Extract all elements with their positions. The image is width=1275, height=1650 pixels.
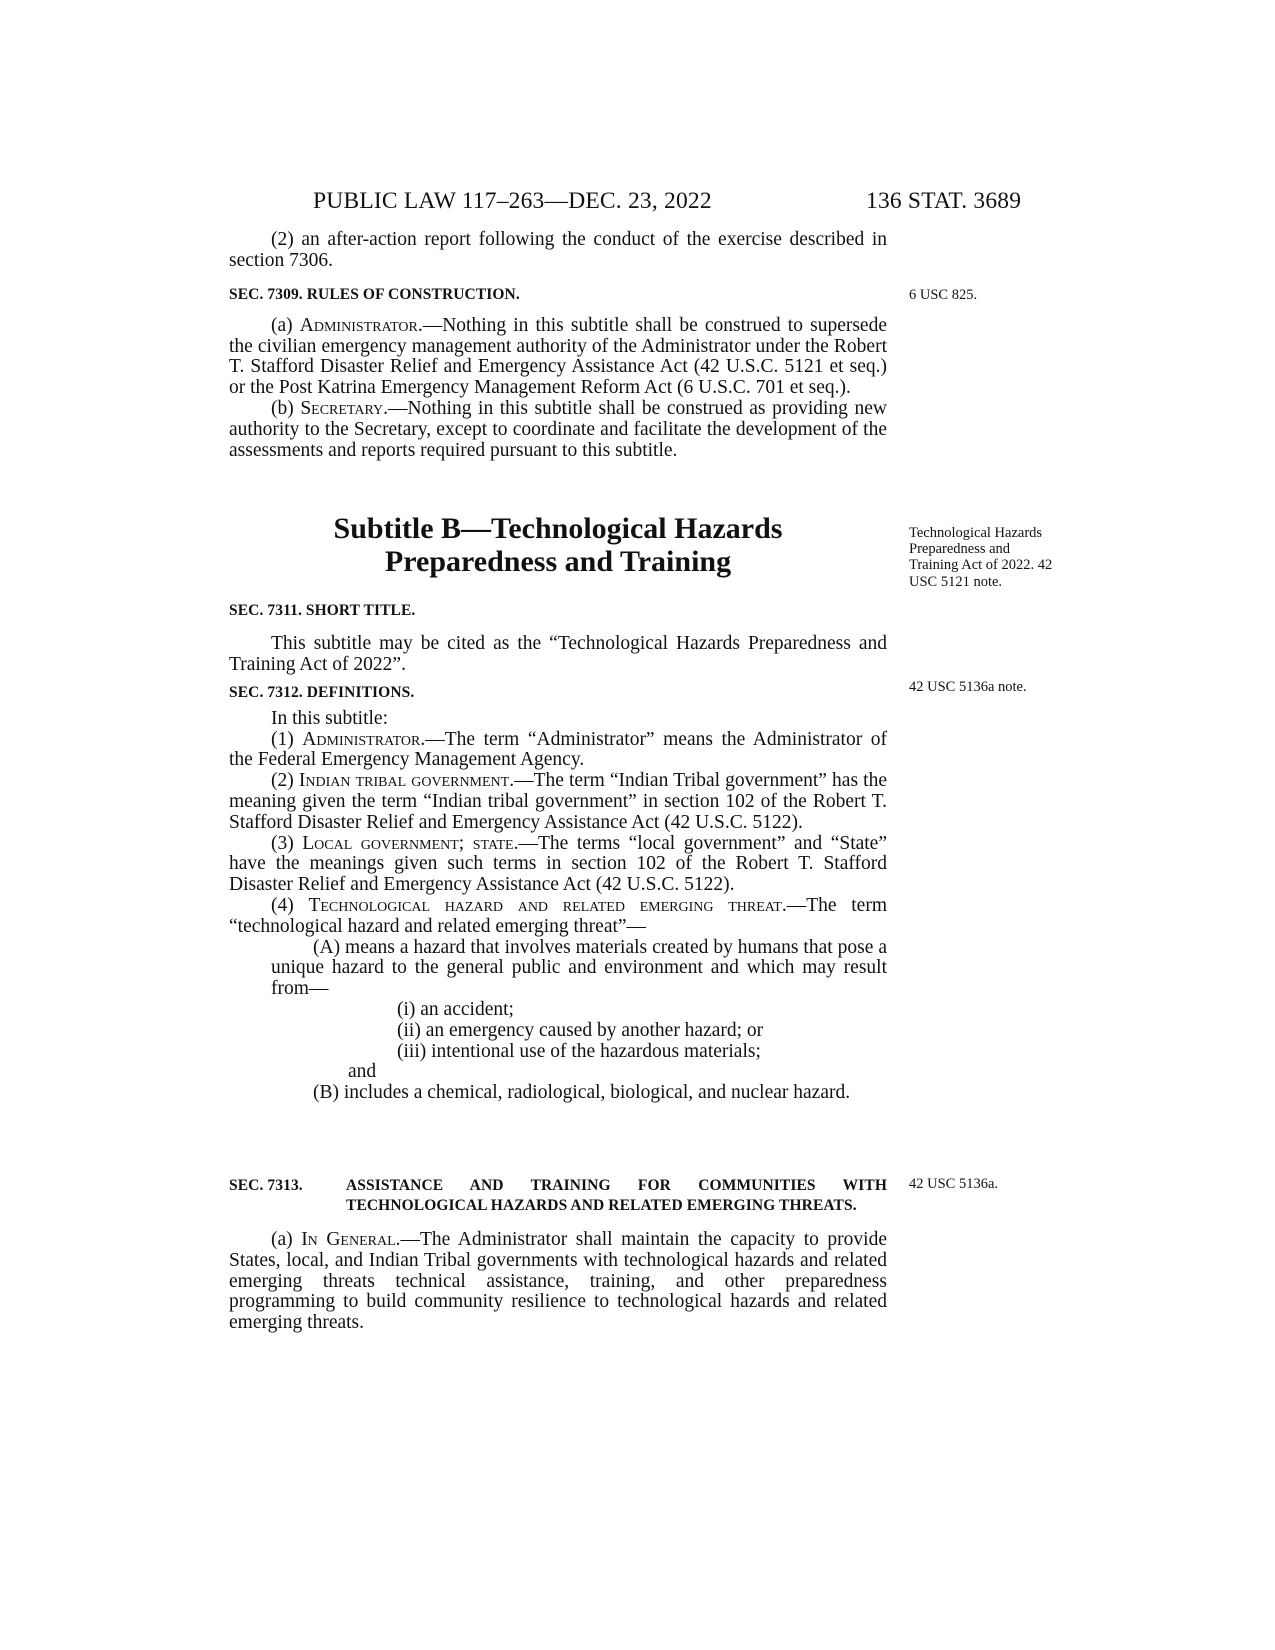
margin-note: 42 USC 5136a note. bbox=[909, 679, 1027, 695]
clause-iii: (iii) intentional use of the hazardous materials; bbox=[397, 1040, 761, 1062]
conjunction-and: and bbox=[348, 1061, 377, 1083]
section-7312 bbox=[229, 683, 887, 1104]
page-number: 136 STAT. 3689 bbox=[866, 188, 1022, 214]
subtitle-heading: Subtitle B—Technological Hazards Preparedness and Training bbox=[333, 512, 783, 578]
clause-i: (i) an accident; bbox=[397, 998, 514, 1020]
margin-note: Technological Hazards Preparedness and Training Act of 2022. 42 USC 5121 note. bbox=[909, 525, 1053, 590]
paragraph-a: (a) Administrator.—Nothing in this subtitle shall be construed to supersede the civilian emergency management authority of the Administrator under the Robert T. Stafford Disaster Relief and Emergency Assistance Act (42 U.S.C. 5121 et seq.) or the Post Katrina Emergency Management Reform Act (6 U.S.C. 701 et seq.). bbox=[229, 314, 887, 399]
paragraph: (2) an after-action report following the conduct of the exercise described in section 7306. bbox=[229, 229, 887, 271]
paragraph-a: (a) In General.—The Administrator shall maintain the capacity to provide States, local, and Indian Tribal governments with technological hazards and related emerging threats technical assistance, training, and other preparedness programming to build community resilience to technological hazards and related emerging threats. bbox=[229, 1229, 887, 1334]
clause-ii: (ii) an emergency caused by another hazard; or bbox=[397, 1019, 764, 1041]
definition-4: (4) Technological hazard and related emerging threat.—The term “technological hazard and related emerging threat”— bbox=[229, 894, 887, 937]
paragraph: This subtitle may be cited as the “Technological Hazards Preparedness and Training Act of 2022”. bbox=[229, 632, 887, 675]
definition-3: (3) Local government; state.—The terms “local government” and “State” have the meanings given such terms in section 102 of the Robert T. Stafford Disaster Relief and Emergency Assistance Act (42 U.S.C. 5122). bbox=[229, 832, 887, 896]
section-7311 bbox=[229, 601, 887, 675]
definition-1: (1) Administrator.—The term “Administrator” means the Administrator of the Federal Emergency Management Agency. bbox=[229, 728, 887, 771]
paragraph-b: (b) Secretary.—Nothing in this subtitle shall be construed as providing new authority to the Secretary, except to coordinate and facilitate the development of the assessments and reports required pursuant to this subtitle. bbox=[229, 397, 887, 461]
section-7309 bbox=[229, 285, 887, 461]
running-header-title: PUBLIC LAW 117–263—DEC. 23, 2022 bbox=[313, 188, 712, 214]
section-7308-continuation bbox=[229, 230, 887, 272]
margin-note: 6 USC 825. bbox=[909, 287, 978, 303]
section-heading: SEC. 7312. DEFINITIONS. bbox=[229, 684, 415, 701]
section-heading: SEC. 7313. ASSISTANCE AND TRAINING FOR COMMUNITIES WITH TECHNOLOGICAL HAZARDS AND RELATED EMERGING THREATS. bbox=[229, 1177, 887, 1214]
subparagraph-B: (B) includes a chemical, radiological, biological, and nuclear hazard. bbox=[313, 1082, 851, 1104]
margin-note: 42 USC 5136a. bbox=[909, 1176, 999, 1192]
section-heading: SEC. 7309. RULES OF CONSTRUCTION. bbox=[229, 286, 520, 303]
section-7313 bbox=[229, 1176, 887, 1334]
paragraph-intro: In this subtitle: bbox=[271, 707, 388, 729]
subparagraph-A: (A) means a hazard that involves materials created by humans that pose a unique hazard to the general public and environment and which may result from— bbox=[271, 936, 887, 1000]
definition-2: (2) Indian tribal government.—The term “Indian Tribal government” has the meaning given the term “Indian tribal government” in section 102 of the Robert T. Stafford Disaster Relief and Emergency Assistance Act (42 U.S.C. 5122). bbox=[229, 770, 887, 833]
section-heading: SEC. 7311. SHORT TITLE. bbox=[229, 602, 416, 619]
